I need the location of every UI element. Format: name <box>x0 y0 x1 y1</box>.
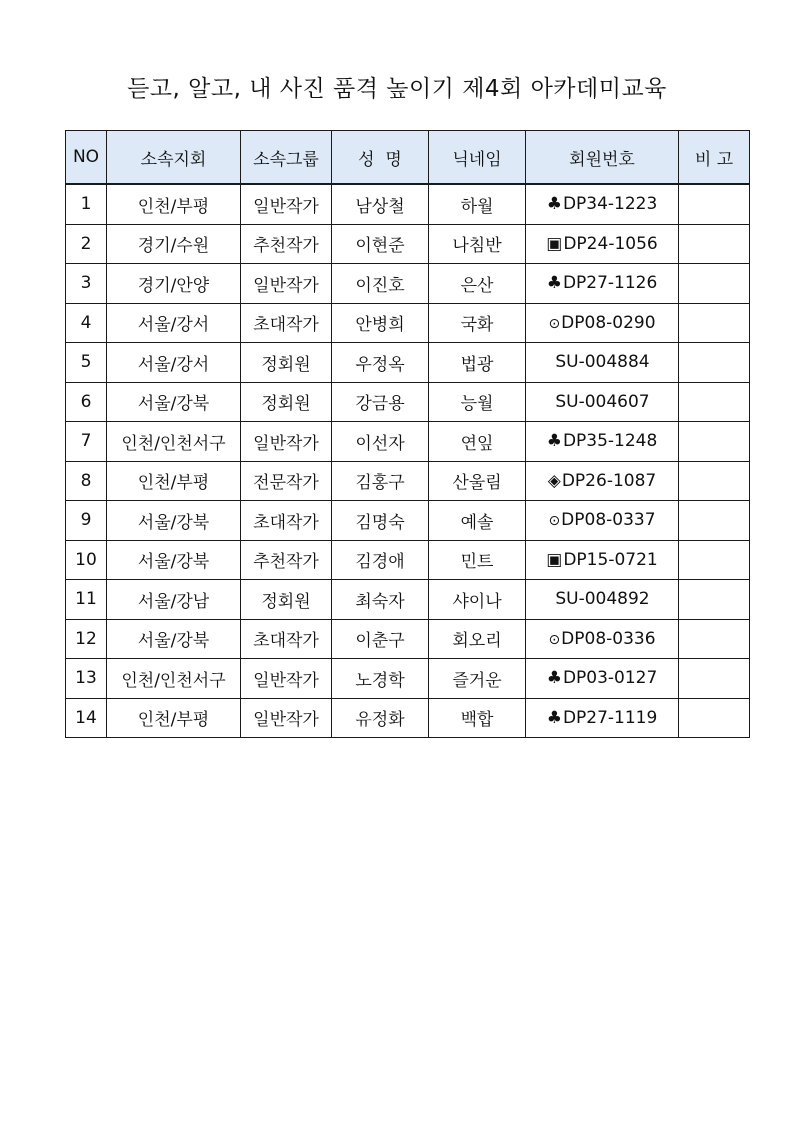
table-row <box>66 659 750 699</box>
cell-member-no <box>526 422 679 462</box>
cell-branch: 경기/안양 <box>107 264 241 304</box>
cell-name: 김명숙 <box>332 501 429 541</box>
cell-branch: 서울/강서 <box>107 303 241 343</box>
member-number: DP08-0337 <box>561 510 656 531</box>
header-name: 성 명 <box>332 131 429 185</box>
cell-no: 2 <box>66 224 107 264</box>
cell-branch: 서울/강서 <box>107 343 241 383</box>
header-member-no: 회원번호 <box>526 131 679 185</box>
cell-nickname: 법광 <box>429 343 526 383</box>
cell-note <box>679 619 750 659</box>
cell-group: 전문작가 <box>241 461 332 501</box>
cell-group: 추천작가 <box>241 224 332 264</box>
cell-name: 이선자 <box>332 422 429 462</box>
cell-member-no <box>526 619 679 659</box>
cell-no: 10 <box>66 540 107 580</box>
cell-no: 8 <box>66 461 107 501</box>
cell-group: 정회원 <box>241 343 332 383</box>
cell-group: 초대작가 <box>241 619 332 659</box>
member-number: SU-004607 <box>555 391 650 412</box>
member-grade-icon: ⊙ <box>548 631 561 648</box>
cell-note <box>679 698 750 738</box>
cell-note <box>679 659 750 699</box>
cell-name: 김홍구 <box>332 461 429 501</box>
table-row <box>66 580 750 620</box>
member-rows <box>66 184 750 738</box>
table-row <box>66 382 750 422</box>
cell-no: 14 <box>66 698 107 738</box>
cell-group: 추천작가 <box>241 540 332 580</box>
cell-member-no <box>526 659 679 699</box>
cell-nickname: 연잎 <box>429 422 526 462</box>
cell-no: 1 <box>66 184 107 224</box>
cell-name: 강금용 <box>332 382 429 422</box>
cell-group: 일반작가 <box>241 422 332 462</box>
table-row <box>66 698 750 738</box>
cell-member-no <box>526 580 679 620</box>
member-number: DP15-0721 <box>563 549 658 570</box>
cell-name: 이진호 <box>332 264 429 304</box>
cell-nickname: 회오리 <box>429 619 526 659</box>
cell-branch: 경기/수원 <box>107 224 241 264</box>
member-grade-icon: ▣ <box>546 233 563 254</box>
member-number: SU-004884 <box>555 352 650 373</box>
cell-member-no <box>526 264 679 304</box>
cell-member-no <box>526 501 679 541</box>
member-grade-icon: ♣ <box>546 707 562 728</box>
cell-nickname: 산울림 <box>429 461 526 501</box>
cell-member-no <box>526 382 679 422</box>
table-row <box>66 540 750 580</box>
cell-note <box>679 343 750 383</box>
member-grade-icon: ♣ <box>546 431 562 452</box>
cell-branch: 서울/강남 <box>107 580 241 620</box>
member-grade-icon: ⊙ <box>548 513 561 530</box>
cell-name: 이춘구 <box>332 619 429 659</box>
cell-nickname: 국화 <box>429 303 526 343</box>
cell-note <box>679 422 750 462</box>
table-row <box>66 343 750 383</box>
cell-branch: 서울/강북 <box>107 382 241 422</box>
cell-note <box>679 501 750 541</box>
cell-name: 안병희 <box>332 303 429 343</box>
member-grade-icon: ⊙ <box>548 315 561 332</box>
header-note: 비 고 <box>679 131 750 185</box>
cell-name: 유정화 <box>332 698 429 738</box>
member-number: DP08-0290 <box>561 312 656 333</box>
member-number: SU-004892 <box>555 589 650 610</box>
cell-no: 12 <box>66 619 107 659</box>
cell-nickname: 백합 <box>429 698 526 738</box>
cell-branch: 서울/강북 <box>107 540 241 580</box>
member-number: DP35-1248 <box>562 431 658 452</box>
cell-nickname: 즐거운 <box>429 659 526 699</box>
cell-note <box>679 184 750 224</box>
header-branch: 소속지회 <box>107 131 241 185</box>
table-row <box>66 224 750 264</box>
cell-branch: 인천/부평 <box>107 461 241 501</box>
cell-branch: 서울/강북 <box>107 619 241 659</box>
cell-group: 정회원 <box>241 580 332 620</box>
header-row <box>66 131 750 185</box>
cell-branch: 서울/강북 <box>107 501 241 541</box>
cell-no: 6 <box>66 382 107 422</box>
table-row <box>66 184 750 224</box>
cell-group: 초대작가 <box>241 303 332 343</box>
cell-group: 일반작가 <box>241 698 332 738</box>
cell-no: 11 <box>66 580 107 620</box>
cell-name: 우정옥 <box>332 343 429 383</box>
member-number: DP08-0336 <box>561 628 656 649</box>
member-grade-icon: ♣ <box>546 668 562 689</box>
cell-nickname: 은산 <box>429 264 526 304</box>
cell-group: 일반작가 <box>241 659 332 699</box>
member-grade-icon: ◈ <box>547 470 561 491</box>
header-nickname: 닉네임 <box>429 131 526 185</box>
cell-member-no <box>526 343 679 383</box>
cell-branch: 인천/인천서구 <box>107 659 241 699</box>
page-title: 듣고, 알고, 내 사진 품격 높이기 제4회 아카데미교육 <box>127 76 667 102</box>
table-row <box>66 461 750 501</box>
cell-note <box>679 264 750 304</box>
member-grade-icon: ♣ <box>546 273 562 294</box>
cell-group: 일반작가 <box>241 184 332 224</box>
cell-name: 남상철 <box>332 184 429 224</box>
member-number: DP26-1087 <box>561 470 657 491</box>
member-grade-icon: ▣ <box>546 549 563 570</box>
cell-branch: 인천/부평 <box>107 184 241 224</box>
cell-nickname: 샤이나 <box>429 580 526 620</box>
cell-nickname: 예솔 <box>429 501 526 541</box>
cell-branch: 인천/부평 <box>107 698 241 738</box>
member-number: DP27-1126 <box>562 273 658 294</box>
cell-nickname: 민트 <box>429 540 526 580</box>
cell-nickname: 능월 <box>429 382 526 422</box>
cell-note <box>679 303 750 343</box>
header-group: 소속그룹 <box>241 131 332 185</box>
cell-member-no <box>526 303 679 343</box>
cell-member-no <box>526 461 679 501</box>
member-number: DP03-0127 <box>562 668 658 689</box>
cell-branch: 인천/인천서구 <box>107 422 241 462</box>
cell-nickname: 하월 <box>429 184 526 224</box>
cell-no: 3 <box>66 264 107 304</box>
cell-member-no <box>526 224 679 264</box>
member-table <box>65 130 750 738</box>
cell-note <box>679 382 750 422</box>
cell-no: 9 <box>66 501 107 541</box>
table-row <box>66 264 750 304</box>
cell-group: 일반작가 <box>241 264 332 304</box>
header-no: NO <box>66 131 107 185</box>
cell-member-no <box>526 540 679 580</box>
cell-name: 최숙자 <box>332 580 429 620</box>
table-row <box>66 501 750 541</box>
cell-nickname: 나침반 <box>429 224 526 264</box>
cell-name: 이현준 <box>332 224 429 264</box>
cell-group: 초대작가 <box>241 501 332 541</box>
table-row <box>66 303 750 343</box>
cell-note <box>679 540 750 580</box>
cell-note <box>679 461 750 501</box>
member-number: DP24-1056 <box>563 233 658 254</box>
cell-no: 7 <box>66 422 107 462</box>
cell-name: 김경애 <box>332 540 429 580</box>
table-row <box>66 422 750 462</box>
cell-no: 5 <box>66 343 107 383</box>
cell-group: 정회원 <box>241 382 332 422</box>
member-number: DP27-1119 <box>562 707 658 728</box>
member-grade-icon: ♣ <box>546 194 562 215</box>
cell-no: 4 <box>66 303 107 343</box>
cell-note <box>679 580 750 620</box>
table-row <box>66 619 750 659</box>
member-number: DP34-1223 <box>562 194 658 215</box>
cell-member-no <box>526 184 679 224</box>
cell-no: 13 <box>66 659 107 699</box>
cell-note <box>679 224 750 264</box>
cell-member-no <box>526 698 679 738</box>
cell-name: 노경학 <box>332 659 429 699</box>
